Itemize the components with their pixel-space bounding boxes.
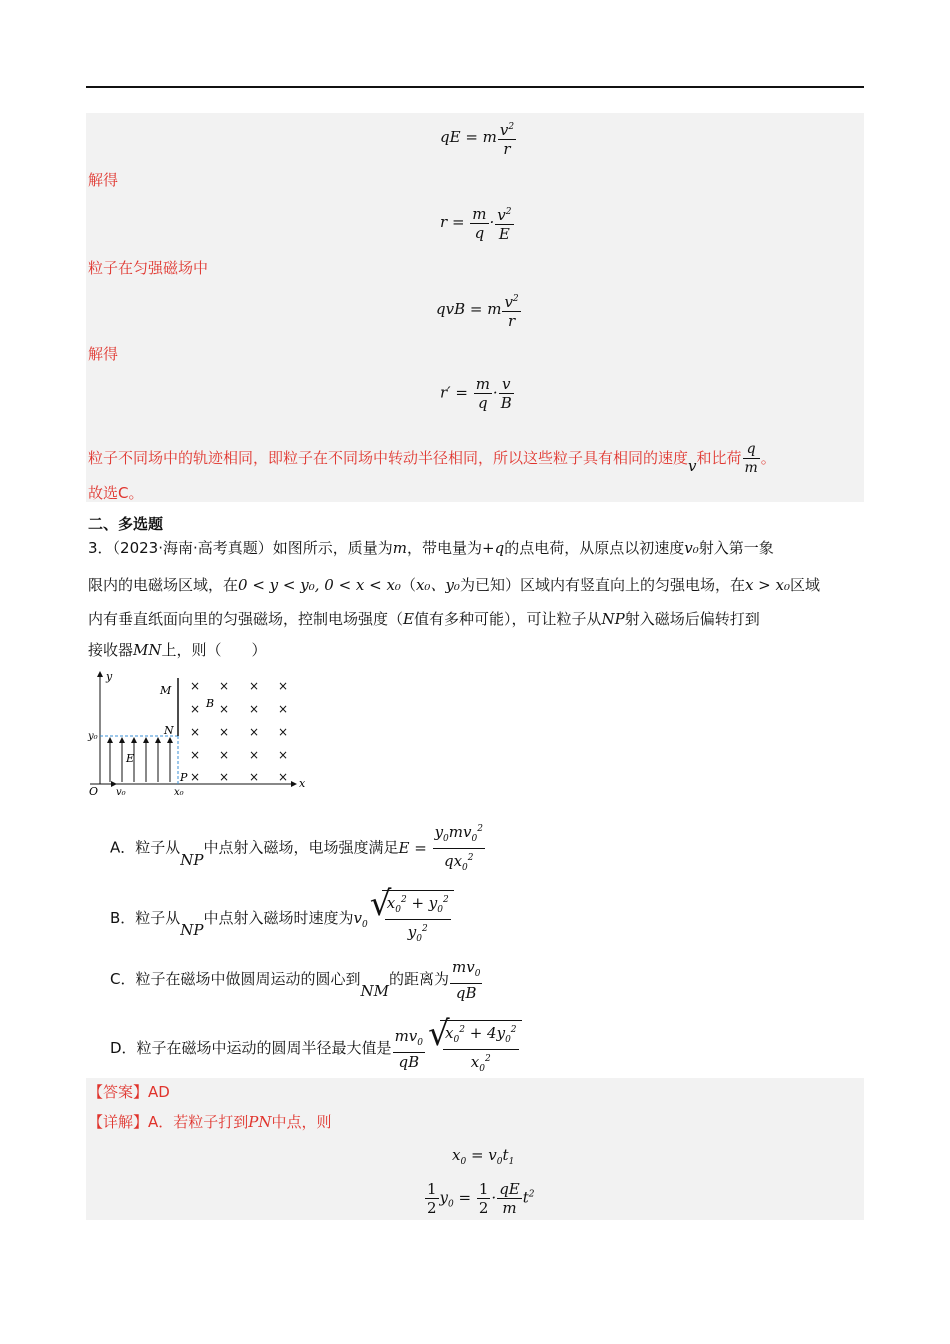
origin-label: O bbox=[89, 785, 99, 798]
cross-mark: × bbox=[219, 748, 230, 762]
question-text: 上，则（ ） bbox=[161, 641, 267, 659]
magnetic-field-crosses bbox=[190, 679, 288, 784]
question-text: 如图所示，质量为 bbox=[272, 539, 393, 557]
detail-end: 中点，则 bbox=[271, 1113, 332, 1131]
choice-text: 故选C。 bbox=[88, 484, 144, 502]
equation-y0: $\frac{1}{2}$ $y_0$ = $\frac{1}{2}$ · $\frac{qE}{m}$ $t^2$ bbox=[427, 1180, 535, 1217]
cross-mark: × bbox=[278, 702, 289, 716]
option-C-nm: NM bbox=[360, 982, 389, 1000]
conclusion-text-b: 和比荷 bbox=[696, 449, 742, 467]
question-text: 内有垂直纸面向里的匀强磁场，控制电场强度（ bbox=[88, 610, 404, 628]
conclusion-v: v bbox=[688, 457, 697, 475]
conclusion-line bbox=[88, 440, 776, 477]
cross-mark: × bbox=[278, 770, 289, 784]
charge-symbol: +q bbox=[482, 539, 505, 557]
cross-mark: × bbox=[278, 725, 289, 739]
cross-mark: × bbox=[219, 770, 230, 784]
header-rule bbox=[86, 86, 864, 88]
option-B[interactable]: B．粒子从NP中点射入磁场时速度为$v_0$ √ $\frac{x_0^2 + y_0^2}{y_0^2}$ bbox=[110, 890, 454, 948]
cross-mark: × bbox=[219, 679, 230, 693]
option-B-np: NP bbox=[180, 921, 204, 939]
label-solve-1: 解得 bbox=[88, 171, 119, 189]
E-label: E bbox=[126, 752, 135, 765]
option-D-text: D．粒子在磁场中运动的圆周半径最大值是 bbox=[110, 1039, 392, 1057]
region-condition: 0 < y < y₀, 0 < x < x₀ bbox=[238, 576, 401, 594]
question-text: 接收器 bbox=[88, 641, 134, 659]
answer-value: AD bbox=[148, 1083, 170, 1101]
question-line-4 bbox=[88, 640, 267, 660]
equation-r: r = $\frac{m}{q}$ · $\frac{v^2}{E}$ bbox=[440, 204, 512, 243]
cross-mark: × bbox=[190, 702, 201, 716]
detail-text: A．若粒子打到 bbox=[148, 1113, 249, 1131]
equation-qvB: qvB = m $\frac{v^2}{r}$ bbox=[436, 290, 522, 330]
cross-mark: × bbox=[249, 770, 260, 784]
option-A-text: A．粒子从 bbox=[110, 838, 181, 857]
question-text: 射入第一象 bbox=[698, 539, 774, 557]
np-symbol: NP bbox=[601, 610, 625, 628]
option-A-mid: 中点射入磁场，电场强度满足 bbox=[203, 838, 399, 857]
cross-mark: × bbox=[278, 679, 289, 693]
detail-line bbox=[88, 1112, 332, 1132]
conclusion-q: q bbox=[743, 440, 760, 459]
question-text: 区域 bbox=[790, 576, 821, 594]
option-B-text: B．粒子从 bbox=[110, 909, 181, 927]
detail-pn: PN bbox=[248, 1113, 272, 1131]
B-label: B bbox=[206, 697, 215, 710]
question-line-2 bbox=[88, 575, 820, 595]
cross-mark: × bbox=[249, 702, 260, 716]
question-text: （ bbox=[400, 576, 416, 594]
question-line-3 bbox=[88, 609, 760, 629]
cross-mark: × bbox=[190, 748, 201, 762]
x0-label: x₀ bbox=[174, 787, 184, 798]
M-label: M bbox=[160, 684, 172, 697]
cross-mark: × bbox=[249, 748, 260, 762]
v0-label: v₀ bbox=[116, 787, 126, 798]
y0-label: y₀ bbox=[88, 731, 98, 742]
region-condition-2: x > x₀ bbox=[744, 576, 790, 594]
section-title: 二、多选题 bbox=[88, 515, 164, 533]
option-A-np: NP bbox=[180, 850, 204, 869]
equation-qE: qE = m $\frac{v^2}{r}$ bbox=[440, 118, 517, 158]
label-magnetic: 粒子在匀强磁场中 bbox=[88, 259, 209, 277]
question-source: （2023·海南·高考真题） bbox=[112, 539, 273, 557]
cross-mark: × bbox=[249, 679, 260, 693]
equation-x0: $x_0 = v_0t_1$ bbox=[452, 1146, 515, 1167]
conclusion-end: 。 bbox=[760, 449, 776, 467]
cross-mark: × bbox=[190, 770, 201, 784]
label-solve-2: 解得 bbox=[88, 345, 119, 363]
question-number: 3． bbox=[88, 539, 113, 557]
P-label: P bbox=[180, 771, 188, 784]
question-text: ，带电量为 bbox=[407, 539, 483, 557]
field-symbol: E bbox=[403, 610, 414, 628]
question-text: 限内的电磁场区域，在 bbox=[88, 576, 239, 594]
option-D[interactable]: D．粒子在磁场中运动的圆周半径最大值是 $\frac{mv_0}{qB}$ √ $\frac{x_0^2 + 4y_0^2}{x_0^2}$ bbox=[110, 1020, 522, 1078]
detail-tag: 【详解】 bbox=[88, 1113, 149, 1131]
velocity-symbol: v₀ bbox=[684, 539, 699, 557]
question-text: 值有多种可能），可让粒子从 bbox=[413, 610, 602, 628]
option-C[interactable]: C．粒子在磁场中做圆周运动的圆心到NM的距离为 $\frac{mv_0}{qB}$ bbox=[110, 958, 481, 1002]
question-text: 为已知）区域内有竖直向上的匀强电场，在 bbox=[459, 576, 745, 594]
answer-line bbox=[88, 1082, 170, 1102]
mass-symbol: m bbox=[392, 539, 408, 557]
option-C-text: C．粒子在磁场中做圆周运动的圆心到 bbox=[110, 970, 361, 988]
x-axis-label: x bbox=[299, 777, 306, 790]
cross-mark: × bbox=[190, 679, 201, 693]
answer-tag: 【答案】 bbox=[88, 1083, 149, 1101]
option-B-mid: 中点射入磁场时速度为 bbox=[203, 909, 354, 927]
cross-mark: × bbox=[219, 702, 230, 716]
known-values: x₀、y₀ bbox=[415, 576, 460, 594]
option-A[interactable]: A．粒子从NP中点射入磁场，电场强度满足E = $\frac{y_0mv_0^2}{qx_0^2}$ bbox=[110, 820, 486, 877]
equation-r-prime: r′ = $\frac{m}{q}$ · $\frac{v}{B}$ bbox=[440, 375, 512, 412]
conclusion-text-a: 粒子不同场中的轨迹相同，即粒子在不同场中转动半径相同，所以这些粒子具有相同的速度 bbox=[88, 449, 689, 467]
conclusion-m: m bbox=[744, 460, 758, 476]
question-text: 射入磁场后偏转打到 bbox=[624, 610, 760, 628]
N-label: N bbox=[164, 724, 174, 737]
y-axis-label: y bbox=[106, 670, 113, 683]
physics-figure bbox=[86, 668, 316, 800]
mn-symbol: MN bbox=[133, 641, 162, 659]
question-line-1 bbox=[88, 538, 774, 558]
cross-mark: × bbox=[249, 725, 260, 739]
cross-mark: × bbox=[278, 748, 289, 762]
cross-mark: × bbox=[219, 725, 230, 739]
question-text: 的点电荷，从原点以初速度 bbox=[504, 539, 685, 557]
cross-mark: × bbox=[190, 725, 201, 739]
option-C-mid: 的距离为 bbox=[388, 970, 449, 988]
